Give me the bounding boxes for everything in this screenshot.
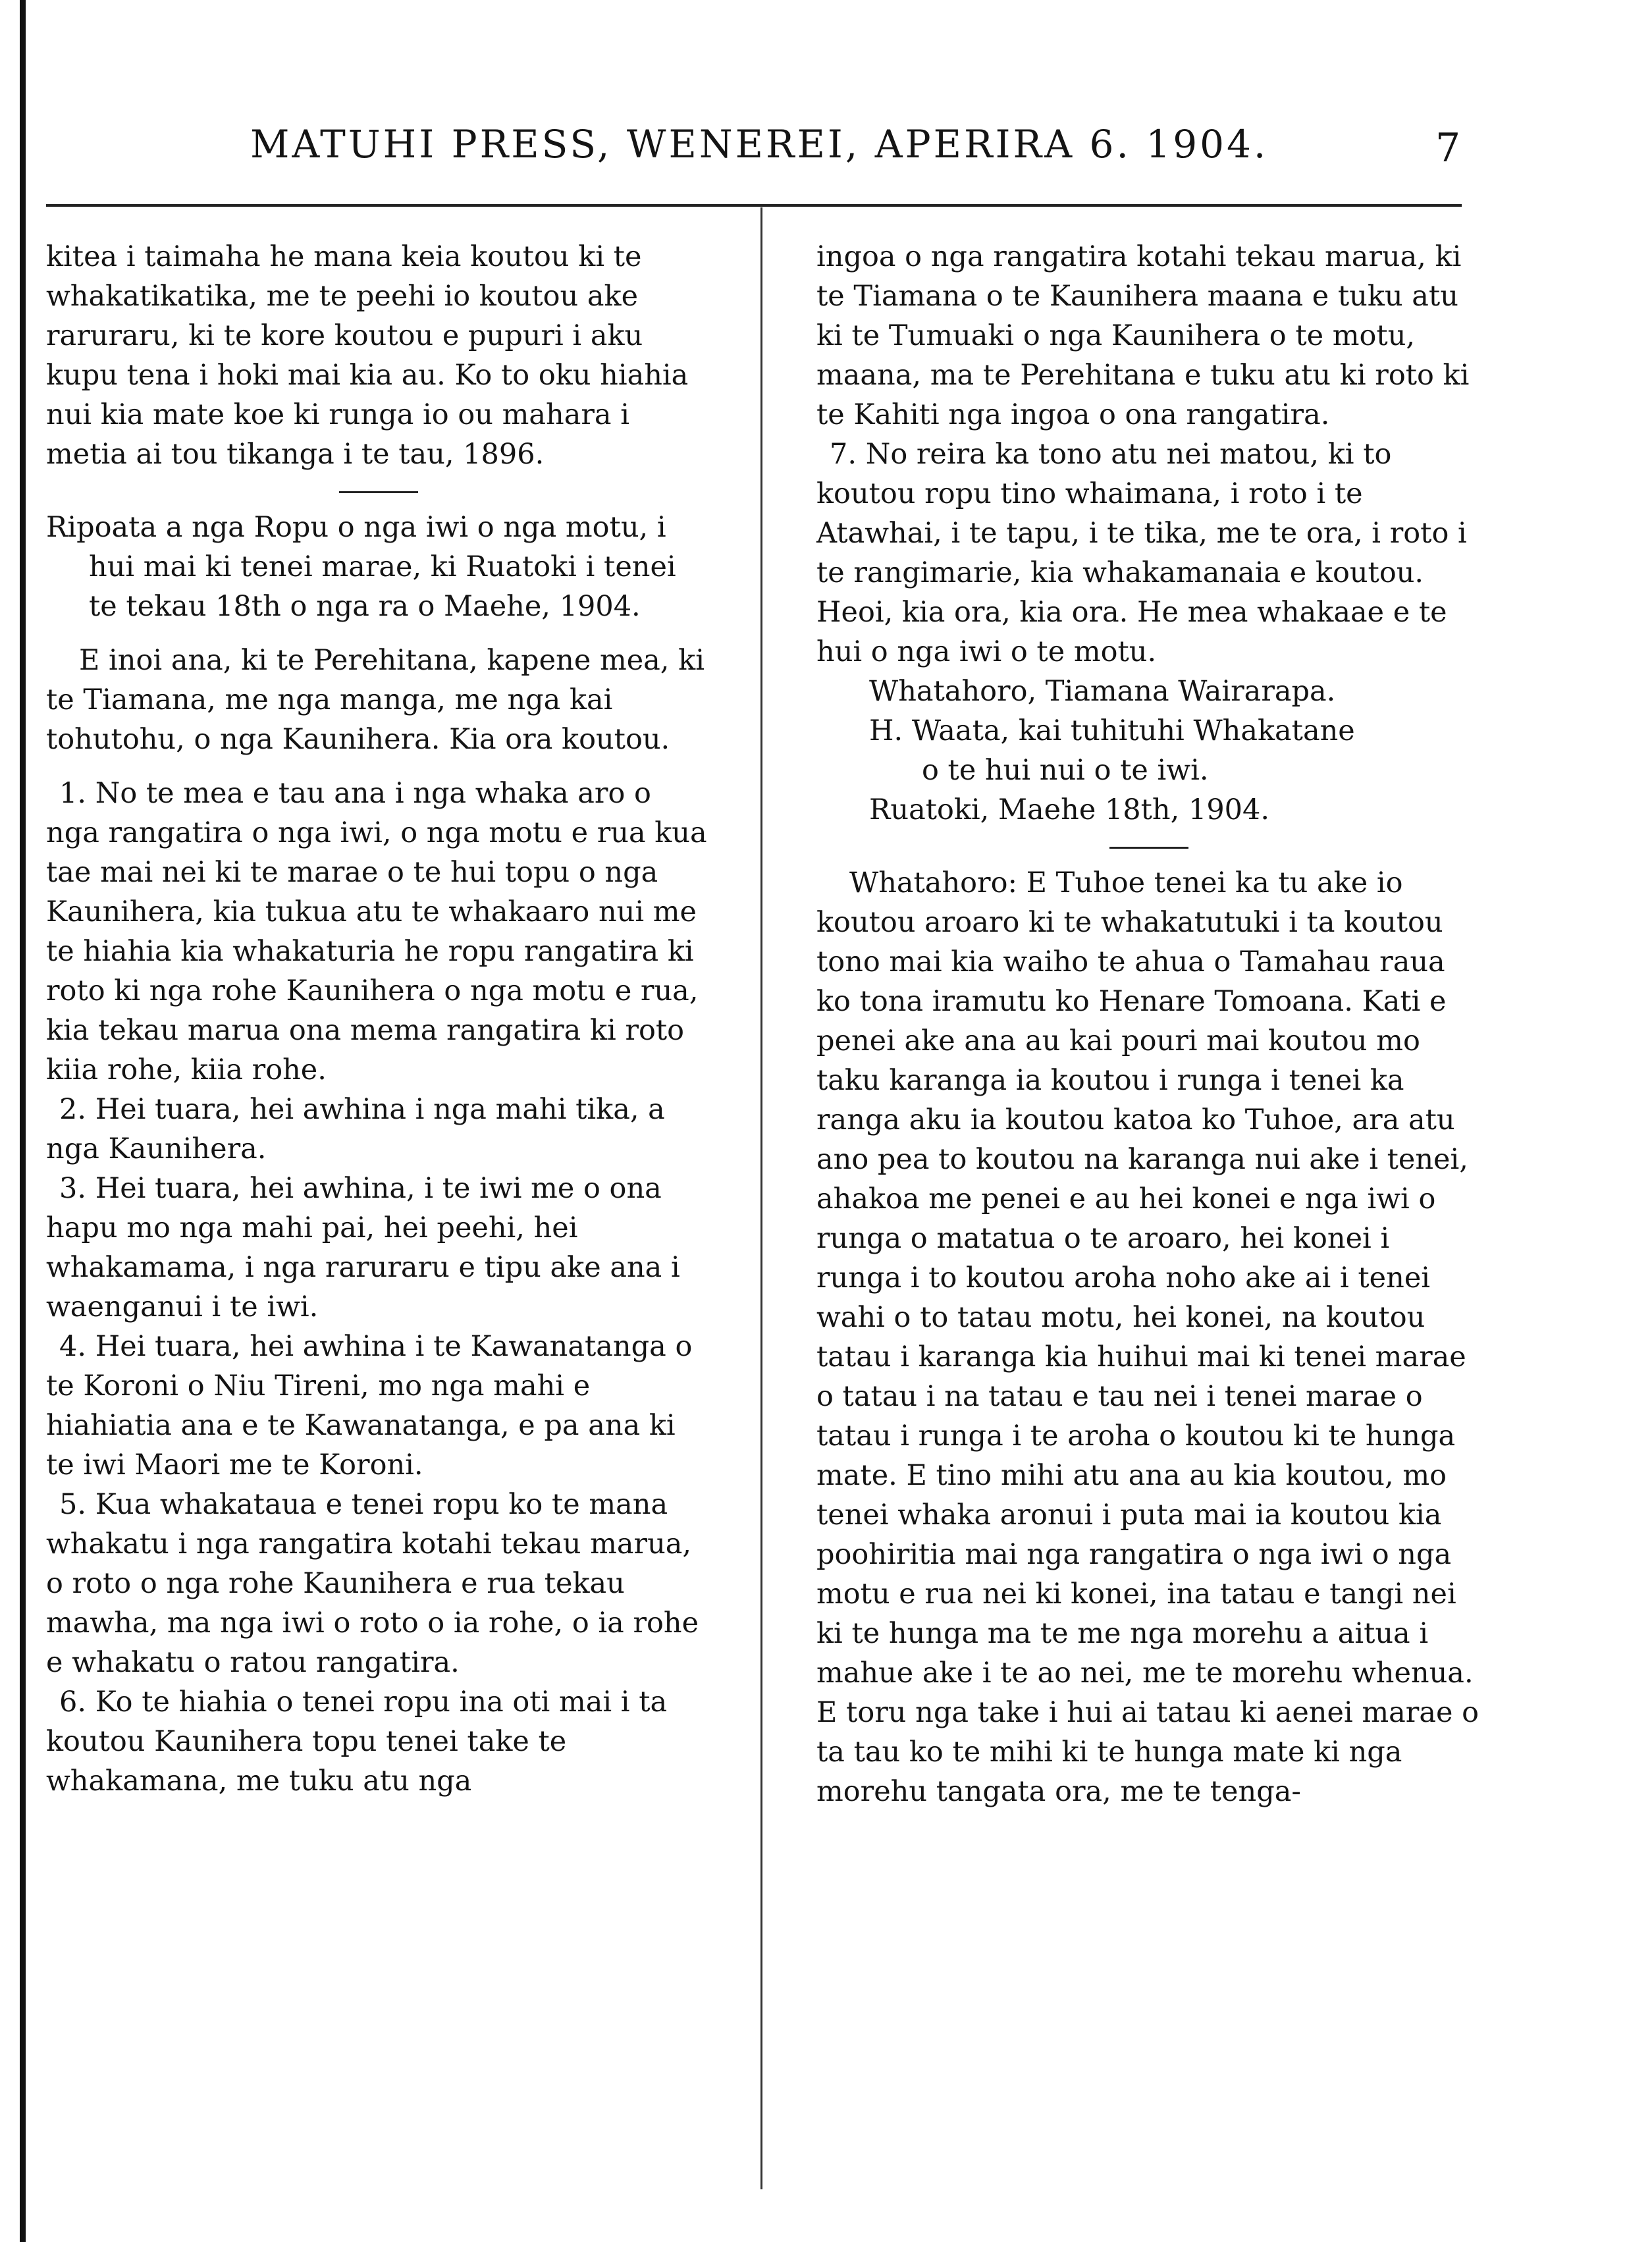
section-rule xyxy=(339,491,418,493)
continued-paragraph: ingoa o nga rangatira kotahi tekau marua, ki te Tiamana o te Kaunihera maana e tuku atu ki te Tumuaki o nga Kaunihera o te motu, maana, ma te Perehitana e tuku atu ki roto ki te Kahiti nga ingoa o ona rangatira. xyxy=(816,240,1470,431)
column-divider xyxy=(760,207,762,2189)
signature-line: o te hui nui o te iwi. xyxy=(922,754,1209,787)
list-item: 4. Hei tuara, hei awhina i te Kawanatanga o te Koroni o Niu Tireni, mo nga mahi e hiahiatia ana e te Kawanatanga, e pa ana ki te iwi Maori me te Koroni. xyxy=(46,1330,693,1481)
masthead-title: MATUHI PRESS, WENEREI, APERIRA 6. 1904. xyxy=(250,122,1269,167)
list-item: 3. Hei tuara, hei awhina, i te iwi me o ona hapu mo nga mahi pai, hei peehi, hei whakamama, i nga raruraru e tipu ake ana i waenganui i te iwi. xyxy=(46,1172,680,1323)
speech-paragraph: Whatahoro: E Tuhoe tenei ka tu ake io koutou aroaro ki te whakatutuki i ta koutou tono mai kia waiho te ahua o Tamahau raua ko tona iramutu ko Henare Tomoana. Kati e penei ake ana au kai pouri mai koutou mo taku karanga ia koutou i runga i tenei ka ranga aku ia koutou katoa ko Tuhoe, ara atu ano pea to koutou na karanga nui ake i tenei, ahakoa me penei e au hei konei e nga iwi o runga o matatua o te aroaro, hei konei i runga i to koutou aroha noho ake ai i tenei wahi o to tatau motu, hei konei, na koutou tatau i karanga kia huihui mai ki tenei marae o tatau i na tatau e tau nei i tenei marae o tatau i runga i te aroha o koutou ki te hunga mate. E tino mihi atu ana au kia koutou, mo tenei whaka aronui i puta mai ia koutou kia poohiritia mai nga rangatira o nga iwi o nga motu e rua nei ki konei, ina tatau e tangi nei ki te hunga ma te me nga morehu a aitua i mahue ake i te ao nei, me te morehu whenua. E toru nga take i hui ai tatau ki aenei marae o ta tau ko te mihi ki te hunga mate ki nga morehu tangata ora, me te tenga- xyxy=(816,867,1479,1808)
intro-paragraph: kitea i taimaha he mana keia koutou ki te whakatikatika, me te peehi io koutou ake raruraru, ki te kore koutou e pupuri i aku kupu tena i hoki mai kia au. Ko to oku hiahia nui kia mate koe ki runga io ou mahara i metia ai tou tikanga i te tau, 1896. xyxy=(46,240,689,471)
list-item: 5. Kua whakataua e tenei ropu ko te mana whakatu i nga rangatira kotahi tekau marua, o roto o nga rohe Kaunihera e rua tekau mawha, ma nga iwi o roto o ia rohe, o ia rohe e whakatu o ratou rangatira. xyxy=(46,1488,699,1679)
list-item: 2. Hei tuara, hei awhina i nga mahi tika, a nga Kaunihera. xyxy=(46,1093,665,1165)
section-rule xyxy=(1109,847,1188,849)
place-date-line: Ruatoki, Maehe 18th, 1904. xyxy=(869,793,1270,826)
page-number: 7 xyxy=(1435,125,1461,171)
salutation-paragraph: E inoi ana, ki te Perehitana, kapene mea, ki te Tiamana, me nga manga, me nga kai tohutohu, o nga Kaunihera. Kia ora koutou. xyxy=(46,644,705,756)
page-header xyxy=(250,122,1461,174)
right-column xyxy=(816,237,1481,1811)
report-heading: Ripoata a nga Ropu o nga iwi o nga motu, i hui mai ki tenei marae, ki Ruatoki i tenei te tekau 18th o nga ra o Maehe, 1904. xyxy=(46,511,676,623)
list-item: 6. Ko te hiahia o tenei ropu ina oti mai i ta koutou Kaunihera topu tenei take te whakamana, me tuku atu nga xyxy=(46,1686,668,1798)
signature-line: Whatahoro, Tiamana Wairarapa. xyxy=(869,675,1336,708)
list-item: 1. No te mea e tau ana i nga whaka aro o nga rangatira o nga iwi, o nga motu e rua kua tae mai nei ki te marae o te hui topu o nga Kaunihera, kia tukua atu te whakaaro nui me te hiahia kia whakaturia he ropu rangatira ki roto ki nga rohe Kaunihera o nga motu e rua, kia tekau marua ona mema rangatira ki roto kiia rohe, kiia rohe. xyxy=(46,777,707,1086)
signature-line: H. Waata, kai tuhituhi Whakatane xyxy=(869,714,1355,747)
left-column xyxy=(46,237,711,1801)
header-rule xyxy=(46,204,1462,207)
page-edge-rule xyxy=(20,0,26,2242)
list-item: 7. No reira ka tono atu nei matou, ki to koutou ropu tino whaimana, i roto i te Atawhai, i te tapu, i te tika, me te ora, i roto i te rangimarie, kia whakamanaia e koutou. Heoi, kia ora, kia ora. He mea whakaae e te hui o nga iwi o te motu. xyxy=(816,438,1467,668)
